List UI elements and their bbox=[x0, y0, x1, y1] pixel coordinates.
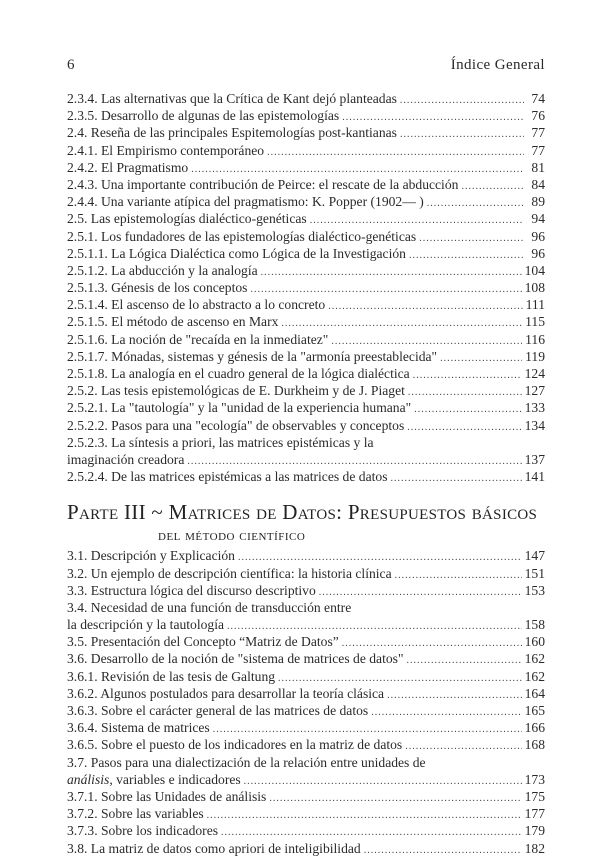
toc-entry-page: 182 bbox=[524, 840, 545, 856]
toc-entry-title: 2.5.1. Los fundadores de las epistemologías dialéctico-genéticas bbox=[67, 228, 417, 244]
dot-leader bbox=[267, 144, 524, 161]
toc-entry-title: 3.5. Presentación del Concepto “Matriz de Datos” bbox=[67, 634, 339, 650]
dot-leader bbox=[427, 195, 524, 212]
toc-entry[interactable] bbox=[67, 599, 545, 616]
toc-entry-page: 127 bbox=[524, 383, 545, 399]
toc-entry-page: 74 bbox=[531, 91, 545, 106]
toc-entry-page: 108 bbox=[524, 280, 545, 296]
toc-entry-title: 3.6.2. Algunos postulados para desarrollar la teoría clásica bbox=[67, 685, 385, 701]
toc-entry-page: 165 bbox=[524, 703, 545, 718]
toc-entry-title: 3.3. Estructura lógica del discurso descriptivo bbox=[67, 582, 316, 598]
toc-entry-page: 166 bbox=[524, 720, 545, 736]
toc-entry-page: 134 bbox=[524, 417, 545, 433]
toc-entry-title: 3.7. Pasos para una dialectización de la relación entre unidades de bbox=[67, 754, 426, 770]
toc-entry-page: 173 bbox=[524, 771, 545, 787]
toc-entry-page: 177 bbox=[524, 806, 545, 822]
toc-entry[interactable] bbox=[67, 685, 545, 702]
toc-entry[interactable] bbox=[67, 210, 545, 227]
running-title: Índice General bbox=[450, 57, 545, 73]
toc-entry-continuation[interactable] bbox=[67, 616, 545, 633]
toc-entry[interactable] bbox=[67, 399, 545, 416]
toc-entry[interactable] bbox=[67, 107, 545, 124]
toc-entry-title: 2.5.1.8. La analogía en el cuadro general de la lógica dialéctica bbox=[67, 366, 410, 381]
toc-entry-continuation-text: imaginación creadora bbox=[67, 451, 185, 467]
toc-entry-page: 124 bbox=[524, 366, 545, 381]
toc-entry[interactable] bbox=[67, 348, 545, 365]
toc-entry[interactable] bbox=[67, 565, 545, 582]
toc-entry-title: 2.4.4. Una variante atípica del pragmatismo: K. Popper (1902— ) bbox=[67, 194, 424, 210]
toc-entry[interactable] bbox=[67, 650, 545, 667]
toc-entry[interactable] bbox=[67, 193, 545, 210]
dot-leader bbox=[440, 350, 522, 367]
toc-entry-title: 2.3.4. Las alternativas que la Crítica de Kant dejó planteadas bbox=[67, 91, 397, 106]
toc-entry[interactable] bbox=[67, 434, 545, 451]
dot-leader bbox=[364, 842, 522, 859]
toc-entry-page: 153 bbox=[524, 582, 545, 598]
toc-entry[interactable] bbox=[67, 245, 545, 262]
toc-entry-title: 2.4. Reseña de las principales Espitemologías post-kantianas bbox=[67, 125, 397, 141]
toc-entry-title: 2.5.2.2. Pasos para una "ecología" de observables y conceptos bbox=[67, 417, 405, 433]
toc-entry-title: 2.4.1. El Empirismo contemporáneo bbox=[67, 142, 265, 158]
toc-entry-title: 2.5.2. Las tesis epistemológicas de E. Durkheim y de J. Piaget bbox=[67, 383, 405, 399]
toc-entry[interactable] bbox=[67, 313, 545, 330]
toc-entry-title-continuation bbox=[67, 451, 184, 468]
dot-leader bbox=[400, 92, 524, 109]
toc-entry-page: 96 bbox=[531, 228, 545, 244]
toc-entry[interactable] bbox=[67, 633, 545, 650]
toc-entry-page: 76 bbox=[531, 108, 545, 124]
toc-entry-title: 2.5.2.1. La "tautología" y la "unidad de la experiencia humana" bbox=[67, 400, 412, 416]
toc-entry[interactable] bbox=[67, 159, 545, 176]
toc-entry-title: 2.5.2.3. La síntesis a priori, las matrices epistémicas y la bbox=[67, 434, 374, 450]
toc-entry[interactable] bbox=[67, 176, 545, 193]
toc-entry[interactable] bbox=[67, 279, 545, 296]
toc-entry-page: 116 bbox=[525, 331, 545, 347]
toc-entry-title: 3.6.4. Sistema de matrices bbox=[67, 720, 210, 736]
toc-entry-page: 133 bbox=[524, 400, 545, 416]
toc-entry-title: 2.5.2.4. De las matrices epistémicas a las matrices de datos bbox=[67, 469, 388, 485]
toc-entry-page: 84 bbox=[531, 176, 545, 192]
toc-entry[interactable] bbox=[67, 124, 545, 141]
toc-entry[interactable] bbox=[67, 582, 545, 599]
toc-entry-title: 2.5.1.1. La Lógica Dialéctica como Lógica de la Investigación bbox=[67, 245, 406, 261]
toc-entry-title: 3.8. La matriz de datos como apriori de inteligibilidad bbox=[67, 840, 361, 856]
part3-heading bbox=[67, 499, 545, 547]
toc-entry[interactable] bbox=[67, 754, 545, 771]
toc-entry-page: 119 bbox=[525, 348, 545, 364]
toc-entry-title: 3.7.2. Sobre las variables bbox=[67, 806, 204, 822]
dot-leader bbox=[390, 470, 521, 487]
toc-entry-title: 3.7.3. Sobre los indicadores bbox=[67, 823, 219, 839]
toc-entry-continuation[interactable] bbox=[67, 451, 545, 468]
dot-leader bbox=[408, 384, 522, 401]
toc-entry-page: 104 bbox=[524, 262, 545, 278]
toc-entry[interactable] bbox=[67, 702, 545, 719]
toc-part3-list bbox=[67, 547, 545, 856]
toc-entry[interactable] bbox=[67, 365, 545, 382]
toc-entry-title: 2.5.1.2. La abducción y la analogía bbox=[67, 262, 258, 278]
toc-entry-title: 3.4. Necesidad de una función de transducción entre bbox=[67, 599, 352, 615]
toc-entry-title: 2.5.1.6. La noción de "recaída en la inmediatez" bbox=[67, 331, 329, 347]
part3-subtitle: del método científico bbox=[158, 528, 306, 545]
toc-entry[interactable] bbox=[67, 142, 545, 159]
toc-entry-page: 162 bbox=[524, 668, 545, 684]
toc-entry-page: 175 bbox=[524, 788, 545, 804]
toc-entry-page: 179 bbox=[524, 823, 545, 839]
toc-entry-page: 147 bbox=[524, 548, 545, 564]
toc-entry-page: 158 bbox=[524, 617, 545, 633]
dot-leader bbox=[407, 652, 522, 669]
toc-entry[interactable] bbox=[67, 468, 545, 485]
toc-entry-continuation-text: la descripción y la tautología bbox=[67, 617, 225, 633]
toc-entry-title-continuation bbox=[67, 771, 241, 788]
toc-entry-title: 3.6.3. Sobre el carácter general de las matrices de datos bbox=[67, 703, 369, 718]
toc-entry[interactable] bbox=[67, 417, 545, 434]
toc-entry-title: 2.5.1.7. Mónadas, sistemas y génesis de la "armonía preestablecida" bbox=[67, 348, 438, 364]
toc-entry-title-continuation bbox=[67, 616, 224, 633]
toc-entry-page: 160 bbox=[524, 634, 545, 650]
toc-entry[interactable] bbox=[67, 840, 545, 857]
dot-leader bbox=[269, 790, 521, 807]
toc-entry[interactable] bbox=[67, 296, 545, 313]
toc-entry-title: 2.5.1.3. Génesis de los conceptos bbox=[67, 280, 248, 296]
dot-leader bbox=[261, 264, 522, 281]
part3-title: Parte III ~ Matrices de Datos: Presupuestos básicos bbox=[67, 500, 538, 525]
dot-leader bbox=[328, 298, 522, 315]
toc-entry-page: 81 bbox=[531, 159, 545, 175]
toc-entry-page: 162 bbox=[524, 651, 545, 667]
dot-leader bbox=[387, 687, 522, 704]
toc-entry-title: 2.4.2. El Pragmatismo bbox=[67, 159, 189, 175]
toc-entry-title: 2.3.5. Desarrollo de algunas de las epistemologías bbox=[67, 108, 340, 124]
toc-entry-continuation-text: , variables e indicadores bbox=[109, 771, 241, 787]
toc-entry-title: 2.4.3. Una importante contribución de Peirce: el rescate de la abducción bbox=[67, 176, 459, 192]
toc-entry-title: 3.7.1. Sobre las Unidades de análisis bbox=[67, 788, 267, 804]
table-of-contents bbox=[67, 90, 545, 857]
toc-entry-page: 151 bbox=[524, 565, 545, 581]
toc-entry[interactable] bbox=[67, 90, 545, 107]
toc-entry[interactable] bbox=[67, 719, 545, 736]
toc-entry-page: 94 bbox=[531, 211, 545, 227]
toc-entry-page: 77 bbox=[531, 142, 545, 158]
dot-leader bbox=[207, 807, 522, 824]
toc-entry-title: 3.2. Un ejemplo de descripción científica: la historia clínica bbox=[67, 565, 392, 581]
toc-entry-title: 2.5. Las epistemologías dialéctico-genéticas bbox=[67, 211, 307, 227]
dot-leader bbox=[461, 178, 524, 195]
toc-entry-page: 137 bbox=[524, 451, 545, 467]
dot-leader bbox=[395, 567, 522, 584]
dot-leader bbox=[419, 230, 524, 247]
toc-entry[interactable] bbox=[67, 805, 545, 822]
toc-entry-page: 89 bbox=[531, 194, 545, 210]
toc-entry[interactable] bbox=[67, 547, 545, 564]
toc-entry-title: 3.6.5. Sobre el puesto de los indicadores en la matriz de datos bbox=[67, 737, 403, 753]
toc-entry-page: 164 bbox=[524, 685, 545, 701]
dot-leader bbox=[244, 773, 522, 790]
toc-entry-continuation[interactable] bbox=[67, 771, 545, 788]
toc-entry[interactable] bbox=[67, 262, 545, 279]
toc-entry[interactable] bbox=[67, 228, 545, 245]
toc-entry-title: 3.6.1. Revisión de las tesis de Galtung bbox=[67, 668, 276, 684]
toc-entry-page: 115 bbox=[525, 314, 545, 330]
toc-entry-page: 96 bbox=[531, 245, 545, 261]
toc-entry-title: 2.5.1.5. El método de ascenso en Marx bbox=[67, 314, 279, 330]
dot-leader bbox=[409, 247, 524, 264]
toc-entry-page: 168 bbox=[524, 737, 545, 753]
toc-entry[interactable] bbox=[67, 736, 545, 753]
page-number: 6 bbox=[67, 57, 75, 73]
toc-entry[interactable] bbox=[67, 822, 545, 839]
toc-part2-list bbox=[67, 90, 545, 485]
toc-entry-page: 141 bbox=[524, 469, 545, 485]
toc-entry[interactable] bbox=[67, 788, 545, 805]
toc-entry[interactable] bbox=[67, 382, 545, 399]
toc-entry-title: 3.6. Desarrollo de la noción de "sistema de matrices de datos" bbox=[67, 651, 404, 667]
dot-leader bbox=[414, 401, 521, 418]
toc-entry-title: 3.1. Descripción y Explicación bbox=[67, 548, 235, 564]
dot-leader bbox=[371, 704, 521, 721]
dot-leader bbox=[407, 419, 521, 436]
dot-leader bbox=[400, 126, 524, 143]
toc-entry-page: 77 bbox=[531, 125, 545, 141]
toc-entry-page: 111 bbox=[525, 297, 545, 313]
toc-entry[interactable] bbox=[67, 668, 545, 685]
dot-leader bbox=[413, 367, 522, 384]
toc-entry[interactable] bbox=[67, 331, 545, 348]
toc-entry-italic-word: análisis bbox=[67, 771, 110, 787]
toc-entry-title: 2.5.1.4. El ascenso de lo abstracto a lo concreto bbox=[67, 297, 326, 313]
